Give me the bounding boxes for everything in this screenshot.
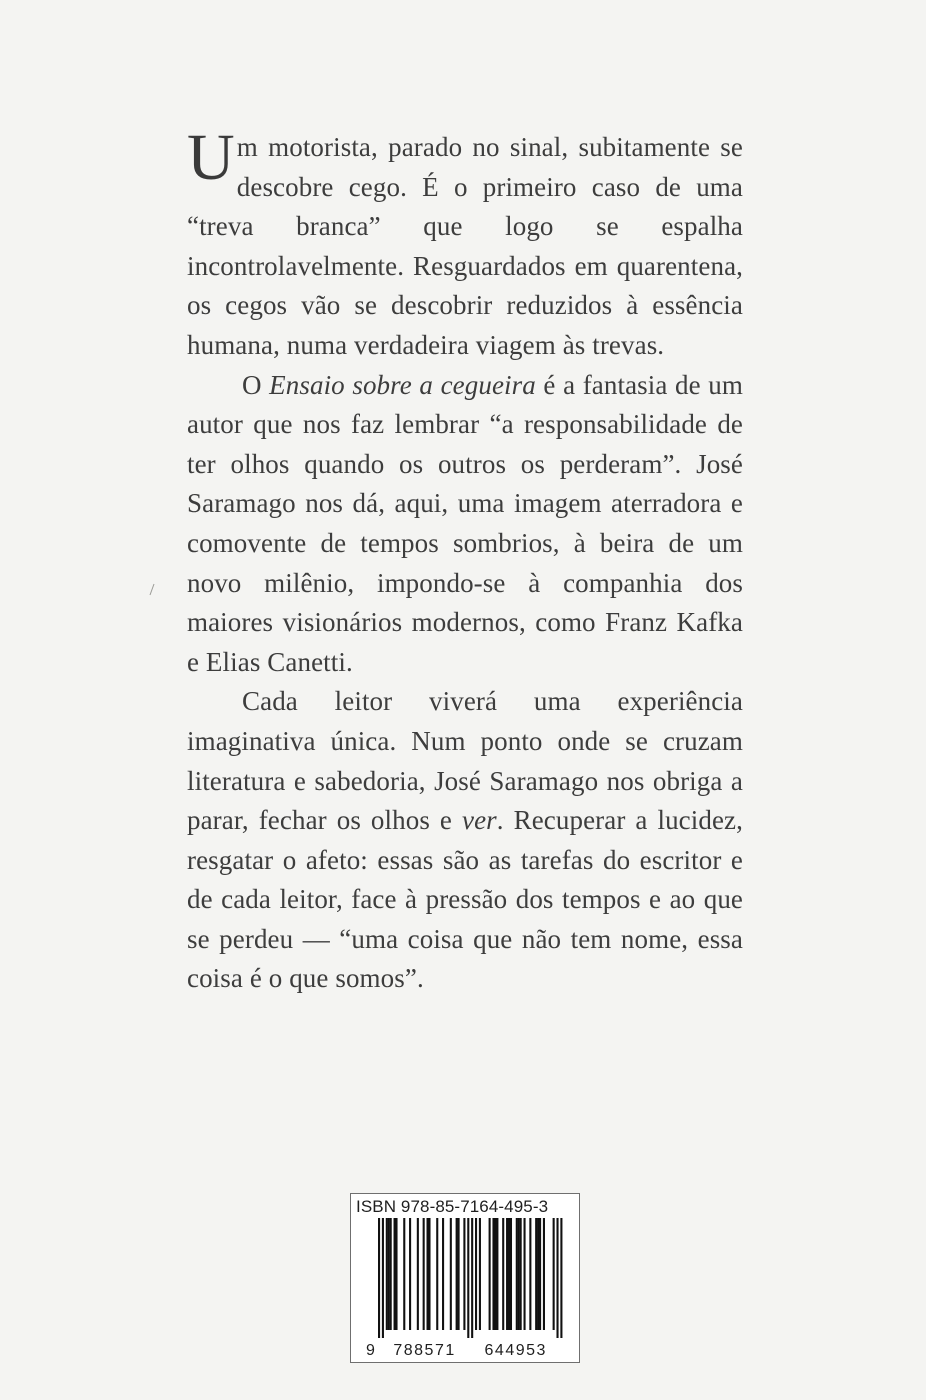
- barcode-bar: [463, 1218, 465, 1330]
- barcode-bars: [351, 1194, 581, 1364]
- barcode-bar: [386, 1218, 388, 1330]
- barcode-bar: [539, 1218, 541, 1330]
- barcode-bar: [492, 1218, 494, 1330]
- barcode-bar: [560, 1218, 562, 1338]
- barcode-bar: [417, 1218, 419, 1330]
- barcode-bar: [520, 1218, 522, 1330]
- barcode-bar: [508, 1218, 510, 1330]
- barcode-bar: [458, 1218, 460, 1330]
- barcode-bar: [442, 1218, 444, 1330]
- barcode-bar: [378, 1218, 380, 1338]
- blurb-paragraph-2: [187, 366, 743, 683]
- blurb-paragraph-2-lead: O: [242, 369, 270, 400]
- barcode-bar: [537, 1218, 539, 1330]
- blurb-paragraph-3-tail: . Recuperar a lucidez, resgatar o afeto: essas são as tarefas do escritor e de cada leitor, face à pressão dos tempos e ao que se perdeu — “uma coisa que não tem nome, essa coisa é o que somos”.: [187, 805, 743, 994]
- barcode-bar: [494, 1218, 496, 1330]
- ver-italic: ver: [461, 805, 497, 836]
- barcode-bar: [450, 1218, 452, 1330]
- barcode-bar: [506, 1218, 508, 1330]
- barcode-bar: [428, 1218, 430, 1330]
- barcode-digits: 788571: [393, 1342, 456, 1359]
- blurb-paragraph-1: [187, 121, 743, 366]
- barcode-bar: [475, 1218, 477, 1330]
- barcode-bar: [403, 1218, 405, 1330]
- isbn-barcode: [350, 1193, 580, 1363]
- barcode-bar: [456, 1218, 458, 1330]
- isbn-label: ISBN 978-85-7164-495-3: [356, 1197, 549, 1216]
- blurb-paragraph-2-text: é a fantasia de um autor que nos faz lembrar “a responsabilidade de ter olhos quando os outros os perderam”. José Saramago nos dá, aqui, uma imagem aterradora e comovente de tempos sombrios, à beira de um novo milênio, impondo-se à companhia dos maiores visionários modernos, como Franz Kafka e Elias Canetti.: [187, 369, 743, 677]
- barcode-digits: 644953: [484, 1342, 547, 1359]
- back-cover-blurb: [187, 121, 743, 999]
- barcode-bar: [436, 1218, 438, 1330]
- barcode-bar: [510, 1218, 512, 1330]
- barcode-bar: [467, 1218, 469, 1338]
- barcode-bar: [553, 1218, 555, 1330]
- barcode-bar: [535, 1218, 537, 1330]
- barcode-bar: [409, 1218, 411, 1330]
- barcode-digits: 9: [366, 1342, 377, 1359]
- barcode-bar: [518, 1218, 520, 1330]
- barcode-bar: [529, 1218, 531, 1330]
- barcode-bar: [427, 1218, 429, 1330]
- barcode-bar: [543, 1218, 545, 1330]
- paper-scratch-mark: [147, 582, 157, 598]
- barcode-bar: [471, 1218, 473, 1338]
- barcode-bar: [390, 1218, 392, 1330]
- book-title-italic: Ensaio sobre a cegueira: [269, 369, 536, 400]
- barcode-bar: [395, 1218, 397, 1330]
- blurb-paragraph-1-text: m motorista, parado no sinal, subitamente se descobre cego. É o primeiro caso de uma “treva branca” que logo se espalha incontrolavelmente. Resguardados em quarentena, os cegos vão se descobrir reduzidos à essência humana, numa verdadeira viagem às trevas.: [187, 132, 743, 360]
- barcode-bar: [382, 1218, 384, 1338]
- barcode-bar: [516, 1218, 518, 1330]
- barcode-bar: [388, 1218, 390, 1330]
- barcode-bar: [496, 1218, 498, 1330]
- barcode-bar: [502, 1218, 504, 1330]
- barcode-bar: [524, 1218, 526, 1330]
- drop-cap: U: [187, 121, 235, 194]
- barcode-bar: [423, 1218, 425, 1330]
- barcode-bar: [394, 1218, 396, 1330]
- barcode-bar: [479, 1218, 481, 1330]
- blurb-paragraph-3: [187, 682, 743, 999]
- barcode-bar: [489, 1218, 491, 1330]
- blurb-paragraph-3-text: Cada leitor viverá uma experiência imaginativa única. Num ponto onde se cruzam literatura e sabedoria, José Saramago nos obriga a parar, fechar os olhos e: [187, 686, 743, 836]
- barcode-bar: [556, 1218, 558, 1338]
